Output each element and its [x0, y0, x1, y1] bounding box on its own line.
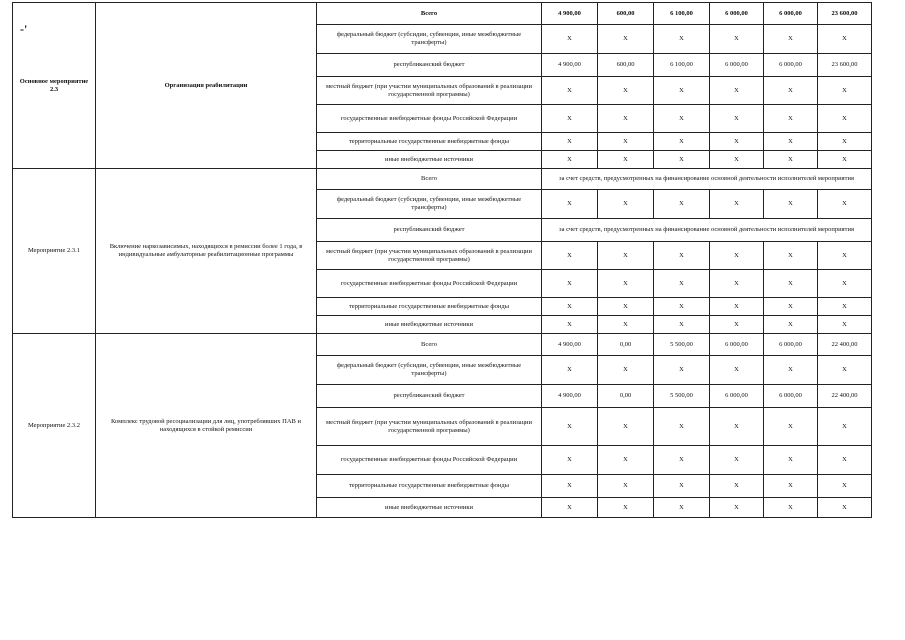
value-cell: X: [764, 77, 818, 105]
value-cell: X: [598, 316, 654, 334]
source-cell: федеральный бюджет (субсидии, субвенции, иные межбюджетные трансферты): [317, 25, 542, 54]
value-cell: X: [710, 77, 764, 105]
source-cell: республиканский бюджет: [317, 385, 542, 408]
value-cell: X: [764, 151, 818, 169]
source-cell: государственные внебюджетные фонды Российской Федерации: [317, 446, 542, 475]
value-cell: X: [818, 408, 872, 446]
source-cell: республиканский бюджет: [317, 54, 542, 77]
value-cell: 22 400,00: [818, 334, 872, 356]
value-cell: 4 900,00: [542, 3, 598, 25]
value-cell: 23 600,00: [818, 3, 872, 25]
value-cell: X: [818, 242, 872, 270]
source-cell: Всего: [317, 334, 542, 356]
source-cell: государственные внебюджетные фонды Российской Федерации: [317, 105, 542, 133]
value-cell: X: [654, 316, 710, 334]
value-cell: 6 000,00: [764, 54, 818, 77]
value-cell: 6 000,00: [710, 54, 764, 77]
section-code: Основное мероприятие 2.3: [13, 3, 96, 169]
value-cell: X: [598, 356, 654, 385]
value-cell: X: [818, 77, 872, 105]
value-cell: X: [818, 133, 872, 151]
value-cell: X: [654, 498, 710, 518]
value-cell: X: [598, 25, 654, 54]
source-cell: местный бюджет (при участии муниципальных образований в реализации государственной программы): [317, 242, 542, 270]
value-cell: X: [710, 25, 764, 54]
value-cell: 6 000,00: [764, 334, 818, 356]
value-cell: X: [598, 298, 654, 316]
value-cell: 6 000,00: [764, 3, 818, 25]
value-cell: X: [654, 242, 710, 270]
value-cell: X: [710, 133, 764, 151]
value-cell: X: [710, 408, 764, 446]
value-cell: X: [764, 446, 818, 475]
section-name: Включение наркозависимых, находящихся в ремиссии более 1 года, в индивидуальные амбулаторные реабилитационные программы: [96, 169, 317, 334]
value-cell: 22 400,00: [818, 385, 872, 408]
value-cell: X: [654, 105, 710, 133]
value-cell: X: [764, 25, 818, 54]
section-code: Мероприятие 2.3.2: [13, 334, 96, 518]
value-cell: X: [654, 25, 710, 54]
value-cell: 4 900,00: [542, 385, 598, 408]
value-cell: X: [598, 408, 654, 446]
value-cell: X: [654, 190, 710, 219]
funding-note: за счет средств, предусмотренных на финансирование основной деятельности исполнителей мероприятия: [542, 169, 872, 190]
corner-mark: -': [20, 22, 28, 36]
value-cell: X: [710, 105, 764, 133]
source-cell: Всего: [317, 169, 542, 190]
value-cell: X: [764, 498, 818, 518]
value-cell: X: [764, 105, 818, 133]
value-cell: 6 000,00: [710, 385, 764, 408]
value-cell: X: [598, 133, 654, 151]
section-name: Комплекс трудовой ресоциализации для лиц, употреблявших ПАВ и находящихся в стойкой ремиссии: [96, 334, 317, 518]
value-cell: X: [542, 356, 598, 385]
value-cell: X: [598, 475, 654, 498]
value-cell: X: [710, 475, 764, 498]
source-cell: территориальные государственные внебюджетные фонды: [317, 298, 542, 316]
value-cell: X: [818, 298, 872, 316]
section-name: Организация реабилитации: [96, 3, 317, 169]
value-cell: X: [542, 270, 598, 298]
value-cell: X: [654, 77, 710, 105]
value-cell: X: [710, 316, 764, 334]
value-cell: X: [542, 25, 598, 54]
value-cell: X: [818, 25, 872, 54]
value-cell: 6 000,00: [710, 3, 764, 25]
source-cell: федеральный бюджет (субсидии, субвенции, иные межбюджетные трансферты): [317, 190, 542, 219]
value-cell: X: [654, 446, 710, 475]
value-cell: X: [764, 356, 818, 385]
value-cell: 0,00: [598, 385, 654, 408]
budget-table: [12, 2, 872, 518]
value-cell: 6 000,00: [710, 334, 764, 356]
source-cell: местный бюджет (при участии муниципальных образований в реализации государственной программы): [317, 408, 542, 446]
value-cell: X: [542, 408, 598, 446]
source-cell: государственные внебюджетные фонды Российской Федерации: [317, 270, 542, 298]
value-cell: X: [818, 446, 872, 475]
source-cell: федеральный бюджет (субсидии, субвенции, иные межбюджетные трансферты): [317, 356, 542, 385]
value-cell: X: [710, 498, 764, 518]
source-cell: территориальные государственные внебюджетные фонды: [317, 475, 542, 498]
value-cell: X: [598, 498, 654, 518]
value-cell: X: [598, 190, 654, 219]
value-cell: X: [598, 77, 654, 105]
value-cell: X: [710, 242, 764, 270]
source-cell: иные внебюджетные источники: [317, 316, 542, 334]
value-cell: X: [654, 151, 710, 169]
value-cell: 600,00: [598, 3, 654, 25]
value-cell: X: [542, 475, 598, 498]
value-cell: 4 900,00: [542, 54, 598, 77]
value-cell: X: [654, 270, 710, 298]
value-cell: X: [598, 270, 654, 298]
section-code: Мероприятие 2.3.1: [13, 169, 96, 334]
value-cell: X: [710, 298, 764, 316]
value-cell: X: [542, 316, 598, 334]
value-cell: X: [542, 298, 598, 316]
value-cell: 600,00: [598, 54, 654, 77]
value-cell: X: [764, 190, 818, 219]
value-cell: X: [542, 446, 598, 475]
value-cell: X: [818, 190, 872, 219]
value-cell: X: [710, 446, 764, 475]
source-cell: иные внебюджетные источники: [317, 498, 542, 518]
value-cell: X: [764, 316, 818, 334]
value-cell: 23 600,00: [818, 54, 872, 77]
value-cell: X: [710, 270, 764, 298]
value-cell: X: [598, 105, 654, 133]
value-cell: 6 100,00: [654, 3, 710, 25]
value-cell: X: [542, 151, 598, 169]
value-cell: X: [818, 316, 872, 334]
value-cell: X: [818, 270, 872, 298]
funding-note: за счет средств, предусмотренных на финансирование основной деятельности исполнителей мероприятия: [542, 219, 872, 242]
value-cell: 0,00: [598, 334, 654, 356]
value-cell: 6 000,00: [764, 385, 818, 408]
value-cell: X: [764, 270, 818, 298]
value-cell: X: [818, 475, 872, 498]
value-cell: X: [542, 190, 598, 219]
value-cell: 6 100,00: [654, 54, 710, 77]
value-cell: X: [818, 498, 872, 518]
value-cell: X: [654, 298, 710, 316]
value-cell: 5 500,00: [654, 334, 710, 356]
value-cell: X: [598, 446, 654, 475]
value-cell: X: [542, 105, 598, 133]
source-cell: республиканский бюджет: [317, 219, 542, 242]
value-cell: X: [654, 356, 710, 385]
value-cell: X: [542, 133, 598, 151]
value-cell: X: [710, 151, 764, 169]
value-cell: X: [710, 190, 764, 219]
value-cell: X: [764, 475, 818, 498]
source-cell: местный бюджет (при участии муниципальных образований в реализации государственной программы): [317, 77, 542, 105]
value-cell: X: [542, 77, 598, 105]
value-cell: X: [654, 408, 710, 446]
source-cell: иные внебюджетные источники: [317, 151, 542, 169]
source-cell: Всего: [317, 3, 542, 25]
value-cell: X: [598, 151, 654, 169]
value-cell: X: [710, 356, 764, 385]
value-cell: X: [764, 242, 818, 270]
value-cell: X: [764, 298, 818, 316]
value-cell: X: [654, 475, 710, 498]
value-cell: 4 900,00: [542, 334, 598, 356]
value-cell: X: [542, 498, 598, 518]
value-cell: 5 500,00: [654, 385, 710, 408]
source-cell: территориальные государственные внебюджетные фонды: [317, 133, 542, 151]
value-cell: X: [818, 356, 872, 385]
value-cell: X: [764, 408, 818, 446]
value-cell: X: [818, 151, 872, 169]
value-cell: X: [654, 133, 710, 151]
value-cell: X: [764, 133, 818, 151]
value-cell: X: [542, 242, 598, 270]
value-cell: X: [598, 242, 654, 270]
value-cell: X: [818, 105, 872, 133]
